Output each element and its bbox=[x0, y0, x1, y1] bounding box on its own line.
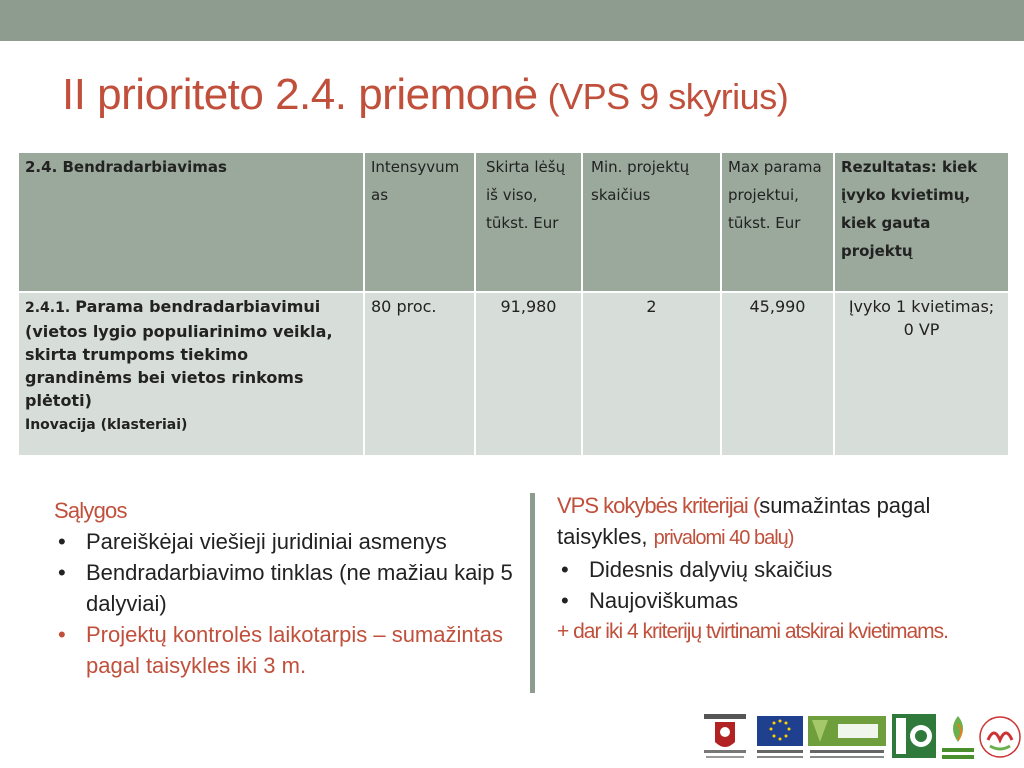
row-note: Inovacija (klasteriai) bbox=[25, 417, 188, 433]
header-measure: 2.4. Bendradarbiavimas bbox=[18, 152, 364, 292]
table-row bbox=[18, 292, 1009, 456]
page-title-sub: (VPS 9 skyrius) bbox=[547, 76, 789, 117]
kpf-logo bbox=[808, 712, 886, 762]
criteria-list bbox=[557, 554, 997, 616]
list-item: • Bendradarbiavimo tinklas (ne mažiau kaip 5 dalyviai) bbox=[54, 557, 524, 619]
eu-flag-logo bbox=[755, 712, 805, 762]
header-result: Rezultatas: kiek įvyko kvietimų, kiek gauta projektų bbox=[834, 152, 1009, 292]
conditions-list bbox=[54, 526, 524, 681]
header-intensity: Intensyvumas bbox=[364, 152, 475, 292]
lithuania-ministry-logo bbox=[700, 712, 750, 762]
row-intensity: 80 proc. bbox=[364, 292, 475, 456]
column-divider bbox=[530, 493, 535, 693]
criteria-block bbox=[557, 490, 997, 647]
bullet-icon: • bbox=[58, 529, 66, 554]
row-code: 2.4.1. bbox=[25, 300, 71, 316]
rvg-logo bbox=[978, 712, 1022, 762]
row-name: Parama bendradarbiavimui (vietos lygio populiarinimo veikla, skirta trumpoms tiekimo grandinėms bei vietos rinkoms plėtoti) bbox=[25, 297, 333, 410]
row-measure bbox=[18, 292, 364, 456]
list-item: • Naujoviškumas bbox=[557, 585, 997, 616]
list-item: • Projektų kontrolės laikotarpis – sumažintas pagal taisykles iki 3 m. bbox=[54, 619, 524, 681]
logo-strip bbox=[0, 712, 1024, 767]
conditions-heading: Sąlygos bbox=[54, 498, 127, 523]
header-max-support: Max parama projektui, tūkst. Eur bbox=[721, 152, 834, 292]
table-header-row bbox=[18, 152, 1009, 292]
bullet-icon: • bbox=[561, 588, 569, 613]
row-min-projects: 2 bbox=[582, 292, 721, 456]
list-item: • Pareiškėjai viešieji juridiniai asmenys bbox=[54, 526, 524, 557]
row-max-support: 45,990 bbox=[721, 292, 834, 456]
criteria-heading: VPS kokybės kriterijai (sumažintas pagal taisykles, privalomi 40 balų) bbox=[557, 493, 931, 549]
measure-table bbox=[17, 151, 1010, 457]
conditions-block bbox=[54, 495, 524, 681]
top-bar bbox=[0, 0, 1024, 41]
bullet-icon: • bbox=[561, 557, 569, 582]
header-total: Skirta lėšų iš viso, tūkst. Eur bbox=[475, 152, 582, 292]
header-min-projects: Min. projektų skaičius bbox=[582, 152, 721, 292]
list-item: • Didesnis dalyvių skaičius bbox=[557, 554, 997, 585]
criteria-footer: + dar iki 4 kriterijų tvirtinami atskirai kvietimams. bbox=[557, 620, 949, 643]
row-result-line1: Įvyko 1 kvietimas; bbox=[848, 297, 995, 316]
bullet-icon: • bbox=[58, 622, 66, 647]
row-result bbox=[834, 292, 1009, 456]
leader-logo bbox=[890, 712, 938, 762]
row-result-line2: 0 VP bbox=[903, 320, 940, 339]
page-title bbox=[62, 70, 788, 120]
lietuvos-leader-logo bbox=[940, 712, 976, 762]
row-total: 91,980 bbox=[475, 292, 582, 456]
bullet-icon: • bbox=[58, 560, 66, 585]
page-title-main: II prioriteto 2.4. priemonė bbox=[62, 70, 538, 119]
